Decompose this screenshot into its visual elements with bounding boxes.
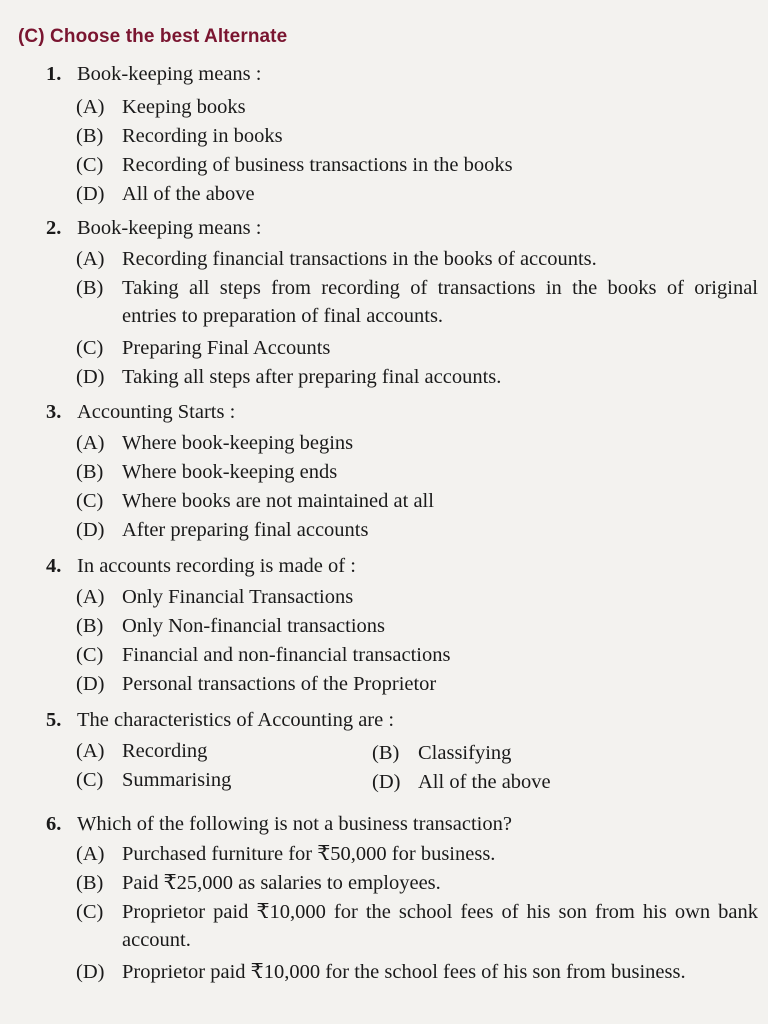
- question-number: 1.: [46, 63, 62, 85]
- option-d: (D) Personal transactions of the Proprietor: [76, 673, 437, 695]
- option-a: (A) Recording: [76, 740, 208, 762]
- option-a: (A) Only Financial Transactions: [76, 586, 354, 608]
- option-a: (A) Purchased furniture for ₹50,000 for business.: [76, 843, 496, 865]
- question-number: 5.: [46, 709, 62, 731]
- question-number: 3.: [46, 401, 62, 423]
- question-number: 2.: [46, 217, 62, 239]
- question-number: 6.: [46, 813, 62, 835]
- question-text: Book-keeping means :: [77, 217, 262, 239]
- option-a: (A) Where book-keeping begins: [76, 432, 354, 454]
- option-a: (A) Keeping books: [76, 96, 246, 118]
- option-d: (D) All of the above: [372, 771, 551, 793]
- option-c: (C) Where books are not maintained at all: [76, 490, 434, 512]
- option-c: (C) Financial and non-financial transactions: [76, 644, 451, 666]
- option-d: (D) All of the above: [76, 183, 255, 205]
- option-b: (B) Where book-keeping ends: [76, 461, 338, 483]
- option-b: (B): [76, 277, 104, 299]
- option-b-text: Taking all steps from recording of transactions in the books of original entries to preparation of final accounts.: [122, 277, 758, 327]
- option-b: (B) Classifying: [372, 742, 512, 764]
- question-text: Accounting Starts :: [77, 401, 236, 423]
- option-d: (D) Proprietor paid ₹10,000 for the school fees of his son from business.: [76, 961, 686, 983]
- option-c: (C) Preparing Final Accounts: [76, 337, 331, 359]
- option-b: (B) Only Non-financial transactions: [76, 615, 386, 637]
- option-b: (B) Paid ₹25,000 as salaries to employees.: [76, 872, 441, 894]
- option-d: (D) Taking all steps after preparing final accounts.: [76, 366, 502, 388]
- question-text: Which of the following is not a business transaction?: [77, 813, 512, 835]
- option-c: (C) Summarising: [76, 769, 232, 791]
- section-title: (C) Choose the best Alternate: [18, 26, 288, 47]
- option-d: (D) After preparing final accounts: [76, 519, 369, 541]
- question-text: The characteristics of Accounting are :: [77, 709, 395, 731]
- option-c: (C) Recording of business transactions in the books: [76, 154, 513, 176]
- option-b: (B) Recording in books: [76, 125, 283, 147]
- question-text: In accounts recording is made of :: [77, 555, 356, 577]
- option-c-text: Proprietor paid ₹10,000 for the school fees of his son from his own bank account.: [122, 901, 758, 951]
- question-text: Book-keeping means :: [77, 63, 262, 85]
- question-number: 4.: [46, 555, 62, 577]
- option-a: (A) Recording financial transactions in the books of accounts.: [76, 248, 597, 270]
- option-c: (C): [76, 901, 104, 923]
